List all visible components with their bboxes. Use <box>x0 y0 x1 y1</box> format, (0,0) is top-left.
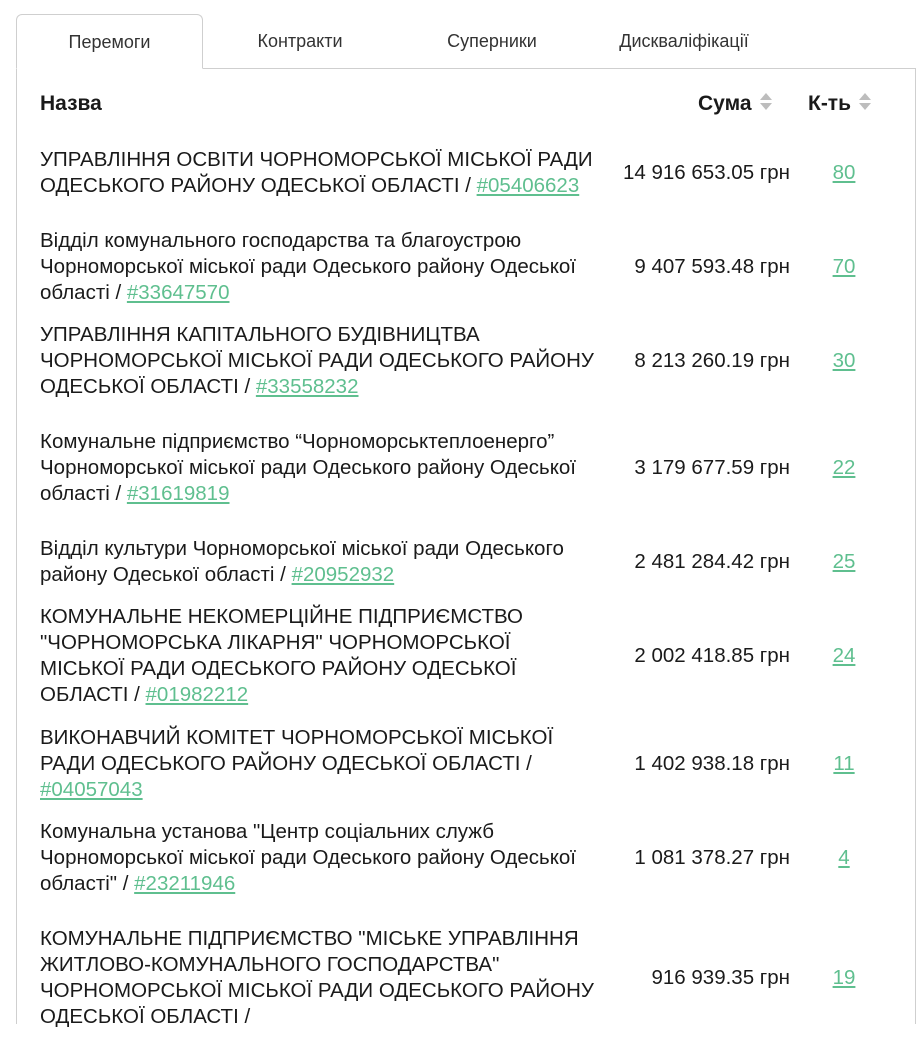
sum-value: 8 213 260.19 грн <box>634 349 790 372</box>
organization-title: УПРАВЛІННЯ ОСВІТИ ЧОРНОМОРСЬКОЇ МІСЬКОЇ РАДИ ОДЕСЬКОГО РАЙОНУ ОДЕСЬКОЇ ОБЛАСТІ <box>40 148 593 197</box>
organization-code-link[interactable]: #05406623 <box>476 174 580 197</box>
table-row <box>40 228 890 306</box>
organization-name: Комунальне підприємство “Чорноморськтеплоенерго” Чорноморської міської ради Одеського району Одеської області / #31619819 <box>40 430 577 505</box>
organization-code-link[interactable]: #01982212 <box>145 683 249 706</box>
sum-value: 14 916 653.05 грн <box>623 161 790 184</box>
organization-title: Комунальна установа "Центр соціальних служб Чорноморської міської ради Одеського району Одеської області" <box>40 820 577 895</box>
table-row <box>40 604 890 708</box>
sum-value: 2 481 284.42 грн <box>634 550 790 573</box>
organization-code-link[interactable]: #33558232 <box>255 375 359 398</box>
column-count-header[interactable] <box>808 92 871 116</box>
organization-title: Комунальне підприємство “Чорноморськтеплоенерго” Чорноморської міської ради Одеського району Одеської області <box>40 430 577 505</box>
sort-icon[interactable] <box>859 93 871 111</box>
organization-title: Відділ культури Чорноморської міської ради Одеського району Одеської області <box>40 537 564 586</box>
organization-name: КОМУНАЛЬНЕ ПІДПРИЄМСТВО "МІСЬКЕ УПРАВЛІННЯ ЖИТЛОВО-КОМУНАЛЬНОГО ГОСПОДАРСТВА" ЧОРНОМОРСЬКОЇ МІСЬКОЇ РАДИ ОДЕСЬКОГО РАЙОНУ ОДЕСЬКОЇ ОБЛАСТІ / <box>40 927 594 1028</box>
table-header <box>40 88 890 122</box>
count-link[interactable]: 19 <box>832 966 856 989</box>
count-link[interactable]: 25 <box>832 550 856 573</box>
tab-disqualifications[interactable]: Дискваліфікації <box>619 31 749 51</box>
table-row <box>40 322 890 400</box>
tab-competitors[interactable]: Суперники <box>447 31 537 51</box>
organization-title: Відділ комунального господарства та благоустрою Чорноморської міської ради Одеського району Одеської області <box>40 229 577 304</box>
count-link[interactable]: 80 <box>832 161 856 184</box>
table-row <box>40 416 890 520</box>
sum-value: 916 939.35 грн <box>651 966 790 989</box>
organization-name: Відділ культури Чорноморської міської ради Одеського району Одеської області / #20952932 <box>40 537 564 586</box>
organization-name: Відділ комунального господарства та благоустрою Чорноморської міської ради Одеського району Одеської області / #33647570 <box>40 229 577 304</box>
sum-value: 3 179 677.59 грн <box>634 456 790 479</box>
sort-icon[interactable] <box>760 93 772 111</box>
organization-title: КОМУНАЛЬНЕ НЕКОМЕРЦІЙНЕ ПІДПРИЄМСТВО "ЧОРНОМОРСЬКА ЛІКАРНЯ" ЧОРНОМОРСЬКОЇ МІСЬКОЇ РАДИ ОДЕСЬКОГО РАЙОНУ ОДЕСЬКОЇ ОБЛАСТІ <box>40 605 523 706</box>
organization-name: Комунальна установа "Центр соціальних служб Чорноморської міської ради Одеського району Одеської області" / #23211946 <box>40 820 577 895</box>
table-row <box>40 134 890 212</box>
count-link[interactable]: 30 <box>832 349 856 372</box>
organization-title: КОМУНАЛЬНЕ ПІДПРИЄМСТВО "МІСЬКЕ УПРАВЛІННЯ ЖИТЛОВО-КОМУНАЛЬНОГО ГОСПОДАРСТВА" ЧОРНОМОРСЬКОЇ МІСЬКОЇ РАДИ ОДЕСЬКОГО РАЙОНУ ОДЕСЬКОЇ ОБЛАСТІ <box>40 927 594 1028</box>
organization-name: УПРАВЛІННЯ КАПІТАЛЬНОГО БУДІВНИЦТВА ЧОРНОМОРСЬКОЇ МІСЬКОЇ РАДИ ОДЕСЬКОГО РАЙОНУ ОДЕСЬКОЇ ОБЛАСТІ / #33558232 <box>40 323 594 398</box>
tab-bar <box>0 0 924 70</box>
organization-name: КОМУНАЛЬНЕ НЕКОМЕРЦІЙНЕ ПІДПРИЄМСТВО "ЧОРНОМОРСЬКА ЛІКАРНЯ" ЧОРНОМОРСЬКОЇ МІСЬКОЇ РАДИ ОДЕСЬКОГО РАЙОНУ ОДЕСЬКОЇ ОБЛАСТІ / #01982212 <box>40 605 523 706</box>
count-link[interactable]: 24 <box>832 644 856 667</box>
organization-code-link[interactable]: #20952932 <box>291 563 395 586</box>
tab-wins[interactable]: Перемоги <box>16 14 203 69</box>
sum-value: 2 002 418.85 грн <box>634 644 790 667</box>
count-link[interactable]: 4 <box>838 846 850 869</box>
organization-code-link[interactable]: #33647570 <box>126 281 230 304</box>
tab-contracts[interactable]: Контракти <box>257 31 343 51</box>
sum-value: 1 081 378.27 грн <box>634 846 790 869</box>
organization-name: УПРАВЛІННЯ ОСВІТИ ЧОРНОМОРСЬКОЇ МІСЬКОЇ РАДИ ОДЕСЬКОГО РАЙОНУ ОДЕСЬКОЇ ОБЛАСТІ / #05406623 <box>40 148 593 197</box>
organization-name: ВИКОНАВЧИЙ КОМІТЕТ ЧОРНОМОРСЬКОЇ МІСЬКОЇ РАДИ ОДЕСЬКОГО РАЙОНУ ОДЕСЬКОЇ ОБЛАСТІ / #04057043 <box>40 726 554 801</box>
column-count-label: К-ть <box>808 92 852 115</box>
count-link[interactable]: 22 <box>832 456 856 479</box>
organization-title: ВИКОНАВЧИЙ КОМІТЕТ ЧОРНОМОРСЬКОЇ МІСЬКОЇ РАДИ ОДЕСЬКОГО РАЙОНУ ОДЕСЬКОЇ ОБЛАСТІ <box>40 726 554 775</box>
organization-code-link[interactable]: #23211946 <box>134 872 236 895</box>
table-row <box>40 725 890 803</box>
table-row <box>40 819 890 897</box>
table-row <box>40 536 890 588</box>
organization-code-link[interactable]: #31619819 <box>126 482 230 505</box>
count-link[interactable]: 70 <box>832 255 856 278</box>
sum-value: 1 402 938.18 грн <box>634 752 790 775</box>
sum-value: 9 407 593.48 грн <box>634 255 790 278</box>
organization-title: УПРАВЛІННЯ КАПІТАЛЬНОГО БУДІВНИЦТВА ЧОРНОМОРСЬКОЇ МІСЬКОЇ РАДИ ОДЕСЬКОГО РАЙОНУ ОДЕСЬКОЇ ОБЛАСТІ <box>40 323 594 398</box>
column-name-header: Назва <box>40 92 102 115</box>
organization-code-link[interactable]: #04057043 <box>40 778 143 801</box>
column-sum-header[interactable] <box>698 92 772 116</box>
column-sum-label: Сума <box>698 92 752 115</box>
count-link[interactable]: 11 <box>833 752 855 775</box>
